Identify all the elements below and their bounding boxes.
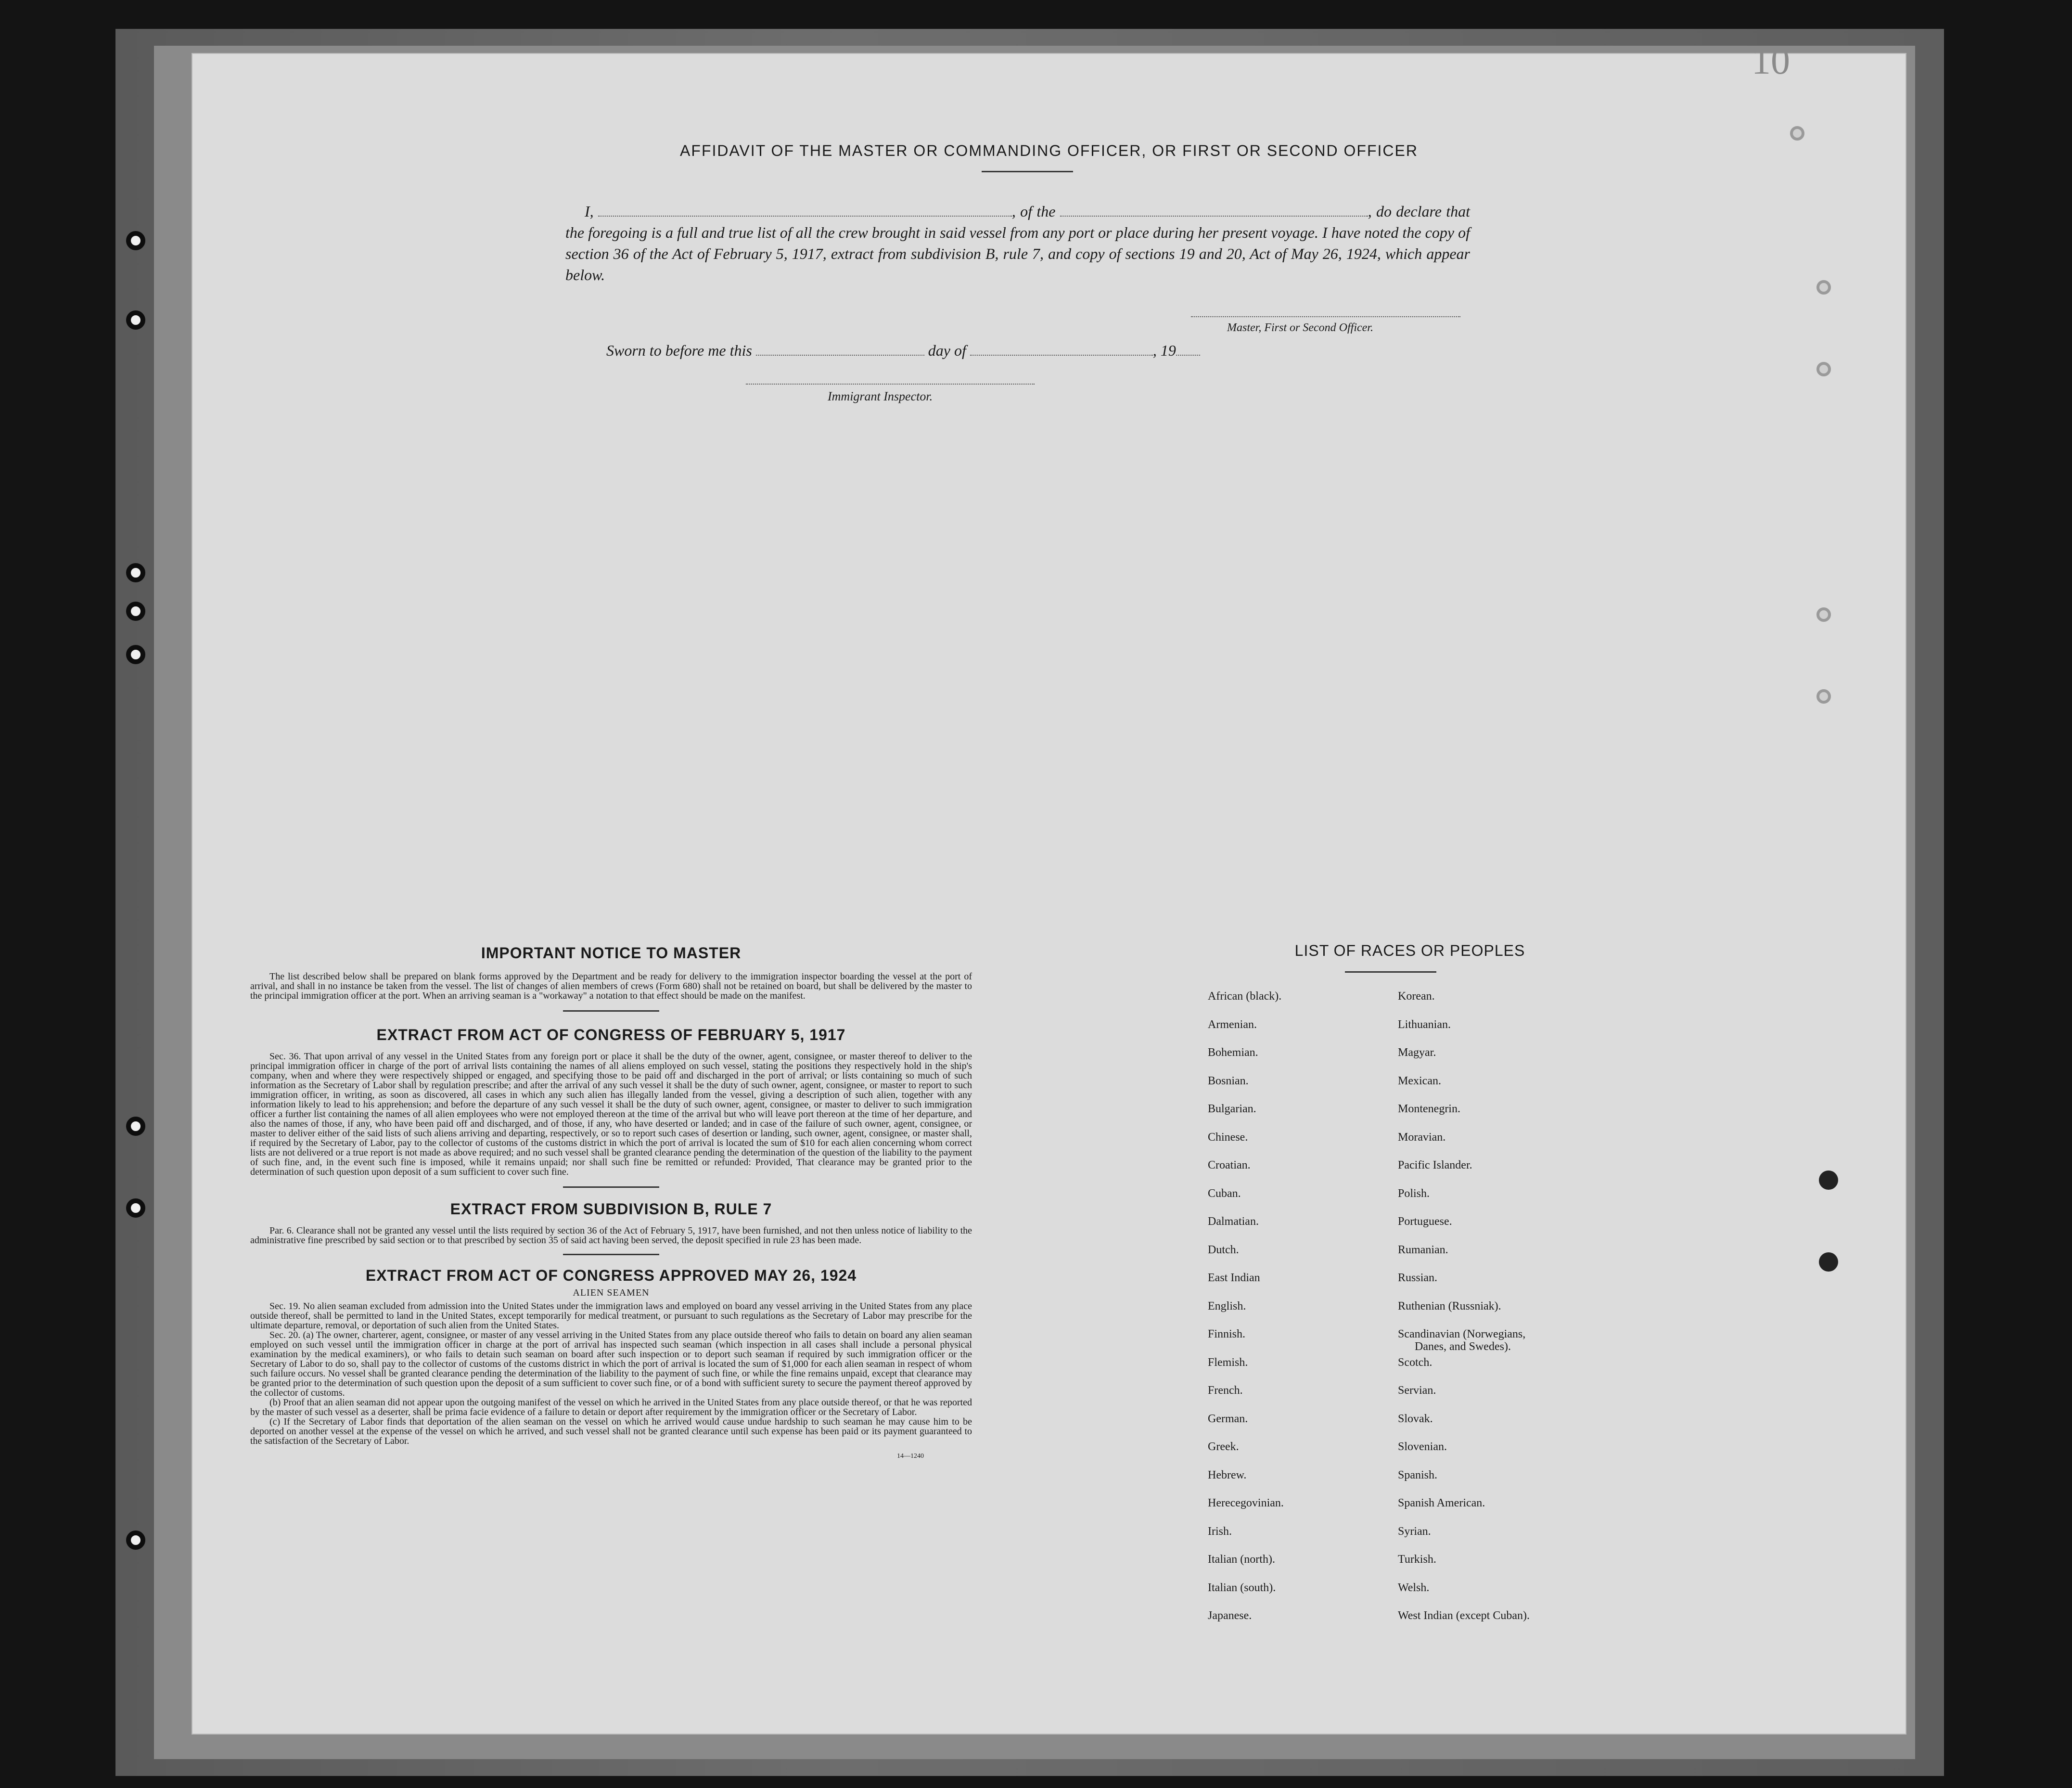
sworn-statement xyxy=(606,342,1200,360)
affidavit-title: AFFIDAVIT OF THE MASTER OR COMMANDING OFFICER, OR FIRST OR SECOND OFFICER xyxy=(680,142,1418,159)
alien-seamen-subtitle: ALIEN SEAMEN xyxy=(573,1287,650,1298)
race-item: West Indian (except Cuban). xyxy=(1398,1609,1530,1622)
declaration-end: , do declare xyxy=(1368,203,1442,220)
legal-notices xyxy=(250,944,972,1460)
race-item: Greek. xyxy=(1208,1441,1239,1453)
notice-title: IMPORTANT NOTICE TO MASTER xyxy=(481,944,742,962)
races-title: LIST OF RACES OR PEOPLES xyxy=(1294,942,1525,959)
race-item: Welsh. xyxy=(1398,1581,1430,1594)
master-signature-line[interactable] xyxy=(1191,316,1460,317)
inspector-label: Immigrant Inspector. xyxy=(828,389,933,403)
race-item: Armenian. xyxy=(1208,1018,1257,1031)
race-item: Syrian. xyxy=(1398,1525,1431,1538)
declaration-pronoun: I, xyxy=(585,203,594,220)
races-rule xyxy=(1345,971,1436,973)
sworn-year-prefix: , 19 xyxy=(1152,342,1176,359)
race-item: Rumanian. xyxy=(1398,1243,1448,1256)
race-item: Servian. xyxy=(1398,1384,1436,1397)
race-item: Scotch. xyxy=(1398,1356,1432,1369)
race-item: Polish. xyxy=(1398,1187,1430,1200)
declaration-text: that the foregoing is a full and true list of all the crew brought in said vessel from any port or place during her present voyage. I have noted the copy of section 36 of the Act of February 5, 1917, extract from subdivision B, rule 7, and copy of sections 19 and 20, Act of May 26, 1924, which appear below. xyxy=(565,203,1471,283)
race-item: Slovak. xyxy=(1398,1412,1433,1425)
race-item: Montenegrin. xyxy=(1398,1103,1460,1115)
master-signature-label: Master, First or Second Officer. xyxy=(1227,322,1373,334)
race-item: French. xyxy=(1208,1384,1243,1397)
race-item: Irish. xyxy=(1208,1525,1232,1538)
page-punch-mark xyxy=(1816,280,1831,295)
binder-hole xyxy=(126,1531,145,1550)
race-item: Chinese. xyxy=(1208,1131,1248,1144)
race-item: Danes, and Swedes). xyxy=(1415,1340,1511,1353)
extract-rule7-title: EXTRACT FROM SUBDIVISION B, RULE 7 xyxy=(450,1200,772,1218)
race-item: Italian (north). xyxy=(1208,1553,1275,1566)
binder-hole xyxy=(126,645,145,664)
race-item: Dutch. xyxy=(1208,1243,1239,1256)
race-item: English. xyxy=(1208,1299,1246,1312)
notice-text: The list described below shall be prepared on blank forms approved by the Department and be ready for delivery to the immigration inspector boarding the vessel at the port of arrival, and shall in no instance be taken from the vessel. The list of changes of alien members of crews (Form 680) shall not be retained on board, but shall be delivered by the master to the principal immigration officer at the port. When an arriving seaman is a "workaway" a notation to that effect should be made on the manifest. xyxy=(250,971,972,1001)
race-item: Lithuanian. xyxy=(1398,1018,1451,1031)
race-item: German. xyxy=(1208,1412,1248,1425)
race-item: Croatian. xyxy=(1208,1159,1251,1171)
race-item: Spanish American. xyxy=(1398,1497,1485,1509)
race-item: African (black). xyxy=(1208,990,1282,1003)
page-punch-mark xyxy=(1816,362,1831,376)
sworn-year-blank[interactable] xyxy=(1176,342,1200,356)
race-item: Italian (south). xyxy=(1208,1581,1276,1594)
corner-mark: 10 xyxy=(1752,40,1790,82)
race-item: Spanish. xyxy=(1398,1468,1438,1481)
race-item: Japanese. xyxy=(1208,1609,1252,1622)
page-hole xyxy=(1819,1171,1838,1190)
race-item: Dalmatian. xyxy=(1208,1215,1259,1228)
binder-hole xyxy=(126,231,145,250)
form-number: 14—1240 xyxy=(897,1453,924,1460)
sworn-day-blank[interactable] xyxy=(756,342,924,356)
section-rule xyxy=(563,1010,659,1012)
binder-hole xyxy=(126,1198,145,1218)
race-item: Pacific Islander. xyxy=(1398,1159,1472,1171)
race-item: Magyar. xyxy=(1398,1046,1436,1059)
page-punch-mark xyxy=(1790,126,1804,141)
sec20b-text: (b) Proof that an alien seaman did not appear upon the outgoing manifest of the vessel on which he arrived in the United States from any place outside thereof, or that he was reported by the master of such vessel as a deserter, shall be prima facie evidence of a failure to detain or deport after requirement by the immigration officer or the Secretary of Labor. xyxy=(250,1397,972,1417)
manifest-page xyxy=(192,40,1906,1734)
sworn-month-blank[interactable] xyxy=(970,342,1153,356)
race-item: Mexican. xyxy=(1398,1074,1441,1087)
race-item: East Indian xyxy=(1208,1272,1260,1284)
title-rule xyxy=(982,171,1073,172)
race-item: Flemish. xyxy=(1208,1356,1248,1369)
race-item: Russian. xyxy=(1398,1272,1438,1284)
page-punch-mark xyxy=(1816,607,1831,622)
sec20c-text: (c) If the Secretary of Labor finds that deportation of the alien seaman on the vessel on which he arrived would cause undue hardship to such seaman he may cause him to be deported on another vessel at the expense of the vessel on which he arrived, and such vessel shall not be granted clearance until such expense has been paid or its payment guaranteed to the satisfaction of the Secretary of Labor. xyxy=(250,1416,972,1446)
race-item: Herecegovinian. xyxy=(1208,1497,1284,1509)
sec19-text: Sec. 19. No alien seaman excluded from admission into the United States under the immigration laws and employed on board any vessel arriving in the United States from any place outside thereof, shall be permitted to land in the United States, except temporarily for medical treatment, or pursuant to such regulations as the Secretary of Labor may prescribe for the ultimate departure, removal, or deportation of such alien from the United States. xyxy=(250,1301,972,1331)
extract-rule7-text: Par. 6. Clearance shall not be granted any vessel until the lists required by section 36 of the Act of February 5, 1917, have been furnished, and not then unless notice of liability to the administrative fine prescribed by said section or to that prescribed by section 35 of said act having been served, the deposit specified in rule 23 has been made. xyxy=(250,1225,972,1246)
page-punch-mark xyxy=(1816,689,1831,704)
section-rule xyxy=(563,1186,659,1188)
race-item: Slovenian. xyxy=(1398,1441,1447,1453)
binder-hole xyxy=(126,602,145,621)
race-item: Korean. xyxy=(1398,990,1435,1003)
race-item: Hebrew. xyxy=(1208,1468,1247,1481)
race-item: Portuguese. xyxy=(1398,1215,1452,1228)
page-hole xyxy=(1819,1252,1838,1272)
race-item: Bulgarian. xyxy=(1208,1103,1256,1115)
race-item: Turkish. xyxy=(1398,1553,1436,1566)
race-item: Bohemian. xyxy=(1208,1046,1258,1059)
extract-1924-title: EXTRACT FROM ACT OF CONGRESS APPROVED MAY 26, 1924 xyxy=(365,1267,857,1284)
sec20a-text: Sec. 20. (a) The owner, charterer, agent, consignee, or master of any vessel arriving in the United States from any place outside thereof who fails to detain on board any alien seaman employed on such vessel until the immigration officer in charge at the port of arrival has inspected such seaman (which inspection in all cases shall include a personal physical examination by the medical examiners), or who fails to detain such seaman on board after such inspection or to deport such seaman if required by such immigration officer or the Secretary of Labor to do so, shall pay to the collector of customs of the customs district in which the port of arrival is located the sum of $1,000 for each alien seaman in respect of whom such failure occurs. No vessel shall be granted clearance pending the determination of the liability to the payment of such fine, or while the fine remains unpaid, except that clearance may be granted prior to the determination of such question upon the deposit of a sum sufficient to cover such fine, or of a bond with sufficient surety to secure the payment thereof approved by the collector of customs. xyxy=(250,1330,972,1398)
binder-hole xyxy=(126,563,145,582)
binder-hole xyxy=(126,1117,145,1136)
sworn-label: Sworn to before me this xyxy=(606,342,752,359)
inspector-signature-line[interactable] xyxy=(746,384,1035,385)
extract-1917-title: EXTRACT FROM ACT OF CONGRESS OF FEBRUARY 5, 1917 xyxy=(376,1026,846,1043)
name-blank[interactable] xyxy=(598,203,1012,217)
declaration-of: , of the xyxy=(1011,203,1056,220)
sworn-day-of: day of xyxy=(928,342,966,359)
race-item: Bosnian. xyxy=(1208,1074,1249,1087)
race-item: Moravian. xyxy=(1398,1131,1446,1144)
section-rule xyxy=(563,1254,659,1255)
race-item: Finnish. xyxy=(1208,1328,1246,1340)
race-item: Scandinavian (Norwegians, xyxy=(1398,1328,1526,1340)
affidavit-declaration xyxy=(565,201,1470,285)
vessel-blank[interactable] xyxy=(1060,203,1368,217)
extract-1917-text: Sec. 36. That upon arrival of any vessel in the United States from any foreign port or place it shall be the duty of the owner, agent, consignee, or master thereof to deliver to the principal immigration officer in charge of the port of arrival lists containing the names of all aliens employed on such vessel, stating the positions they respectively hold in the ship's company, when and where they were respectively shipped or engaged, and specifying those to be paid off and discharged in the port of arrival; or lists containing so much of such information as the Secretary of Labor shall by regulation prescribe; and after the arrival of any such vessel it shall be the duty of such owner, agent, consignee, or master to report to such immigration officer, in writing, as soon as discovered, all cases in which any such alien has illegally landed from the vessel, giving a description of such alien, together with any information likely to lead to his apprehension; and before the departure of any such vessel it shall be the duty of such owner, agent, consignee, or master to deliver to such immigration officer a further list containing the names of all alien employees who were not employed thereon at the time of the arrival but who will leave port thereon at the time of her departure, and also the names of those, if any, who have been paid off and discharged, and of those, if any, who have deserted or landed; and in case of the failure of such owner, agent, consignee, or master to deliver either of the said lists of such aliens arriving and departing, respectively, or so to report such cases of desertion or landing, such owner, agent, consignee, or master shall, if required by the Secretary of Labor, pay to the collector of customs of the customs district in which the port of arrival is located the sum of $10 for each alien concerning whom correct lists are not delivered or a true report is not made as above required; and no such vessel shall be granted clearance pending the determination of the question of the liability to the payment of such fine, and, in the event such fine is imposed, while it remains unpaid; nor shall such fine be remitted or refunded: Provided, That clearance may be granted prior to the determination of such question upon deposit of a sum sufficient to cover such fine. xyxy=(250,1051,972,1177)
binder-hole xyxy=(126,310,145,330)
race-item: Cuban. xyxy=(1208,1187,1241,1200)
race-item: Ruthenian (Russniak). xyxy=(1398,1299,1501,1312)
